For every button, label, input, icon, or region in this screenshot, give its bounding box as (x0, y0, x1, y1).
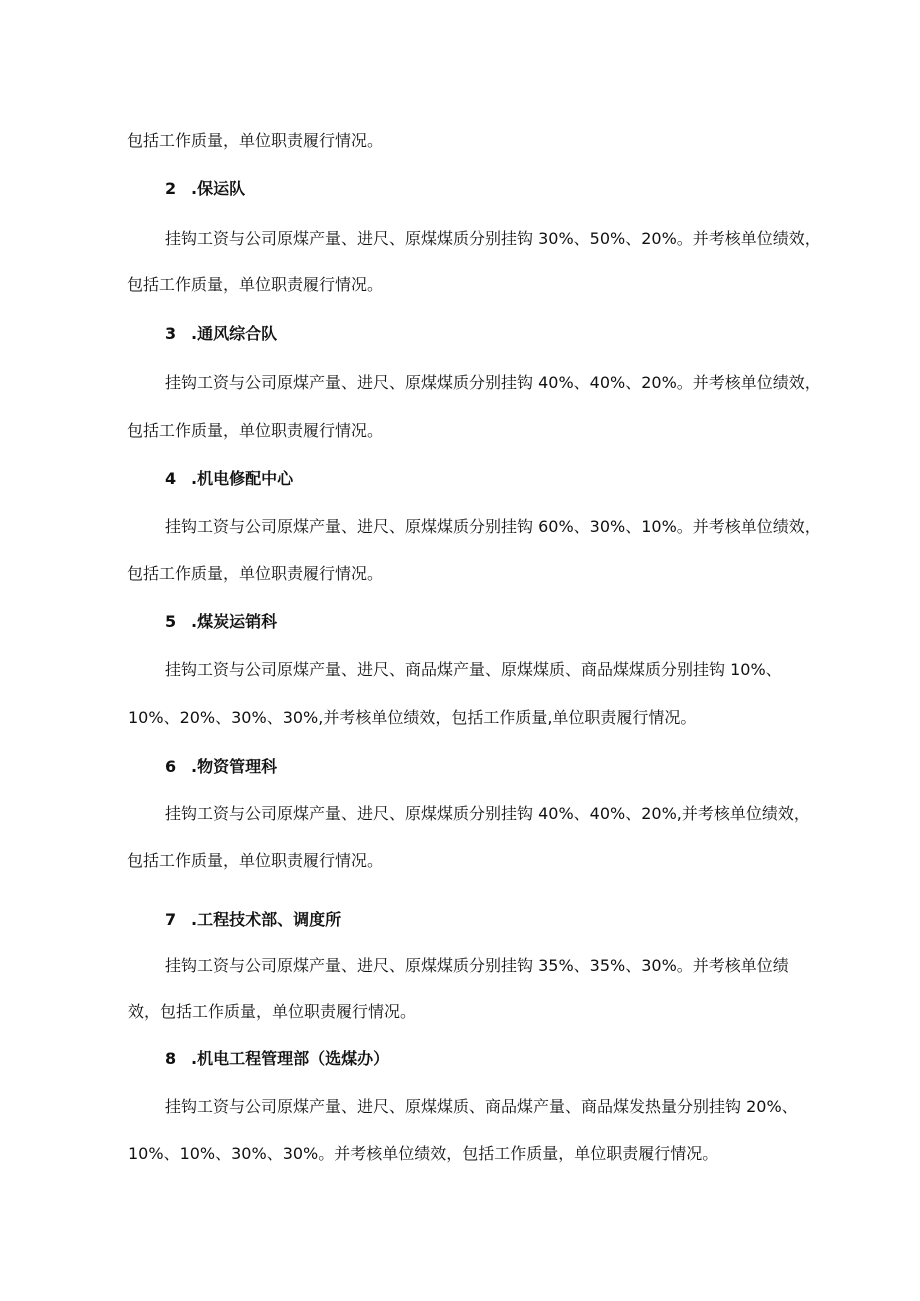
section-4-line-1: 挂钩工资与公司原煤产量、进尺、原煤煤质分别挂钩 60%、30%、10%。并考核单位绩效， (165, 517, 821, 536)
section-5-heading (165, 611, 277, 633)
section-2-line-2: 包括工作质量，单位职责履行情况。 (127, 275, 384, 294)
section-title: .机电工程管理部（选煤办） (191, 1049, 390, 1068)
section-6-line-1: 挂钩工资与公司原煤产量、进尺、原煤煤质分别挂钩 40%、40%、20%,并考核单位绩效， (165, 804, 810, 823)
section-8-heading (165, 1048, 389, 1070)
section-4-line-2: 包括工作质量，单位职责履行情况。 (127, 564, 384, 583)
section-number: 7 (165, 910, 177, 929)
section-number: 5 (165, 612, 177, 631)
intro-tail-text: 包括工作质量，单位职责履行情况。 (127, 131, 384, 150)
section-number: 6 (165, 757, 177, 776)
section-title: .保运队 (191, 179, 246, 198)
section-number: 4 (165, 469, 177, 488)
section-7-line-2: 效，包括工作质量，单位职责履行情况。 (128, 1002, 417, 1021)
section-6-line-2: 包括工作质量，单位职责履行情况。 (127, 851, 384, 870)
section-8-line-2: 10%、10%、30%、30%。并考核单位绩效，包括工作质量，单位职责履行情况。 (128, 1144, 719, 1163)
section-5-line-2: 10%、20%、30%、30%,并考核单位绩效，包括工作质量,单位职责履行情况。 (128, 708, 697, 727)
section-title: .物资管理科 (191, 757, 278, 776)
section-7-line-1: 挂钩工资与公司原煤产量、进尺、原煤煤质分别挂钩 35%、35%、30%。并考核单位绩 (165, 956, 789, 975)
section-title: .煤炭运销科 (191, 612, 278, 631)
section-3-line-2: 包括工作质量，单位职责履行情况。 (127, 421, 384, 440)
section-2-line-1: 挂钩工资与公司原煤产量、进尺、原煤煤质分别挂钩 30%、50%、20%。并考核单位绩效， (165, 229, 821, 248)
section-2-heading (165, 178, 245, 200)
section-3-line-1: 挂钩工资与公司原煤产量、进尺、原煤煤质分别挂钩 40%、40%、20%。并考核单位绩效， (165, 373, 821, 392)
section-number: 8 (165, 1049, 177, 1068)
section-7-heading (165, 909, 341, 931)
section-4-heading (165, 468, 293, 490)
section-title: .通风综合队 (191, 324, 278, 343)
section-title: .工程技术部、调度所 (191, 910, 342, 929)
section-3-heading (165, 323, 277, 345)
section-8-line-1: 挂钩工资与公司原煤产量、进尺、原煤煤质、商品煤产量、商品煤发热量分别挂钩 20%、 (165, 1097, 798, 1116)
section-5-line-1: 挂钩工资与公司原煤产量、进尺、商品煤产量、原煤煤质、商品煤煤质分别挂钩 10%、 (165, 660, 782, 679)
section-6-heading (165, 756, 277, 778)
section-number: 2 (165, 179, 177, 198)
section-number: 3 (165, 324, 177, 343)
section-title: .机电修配中心 (191, 469, 294, 488)
